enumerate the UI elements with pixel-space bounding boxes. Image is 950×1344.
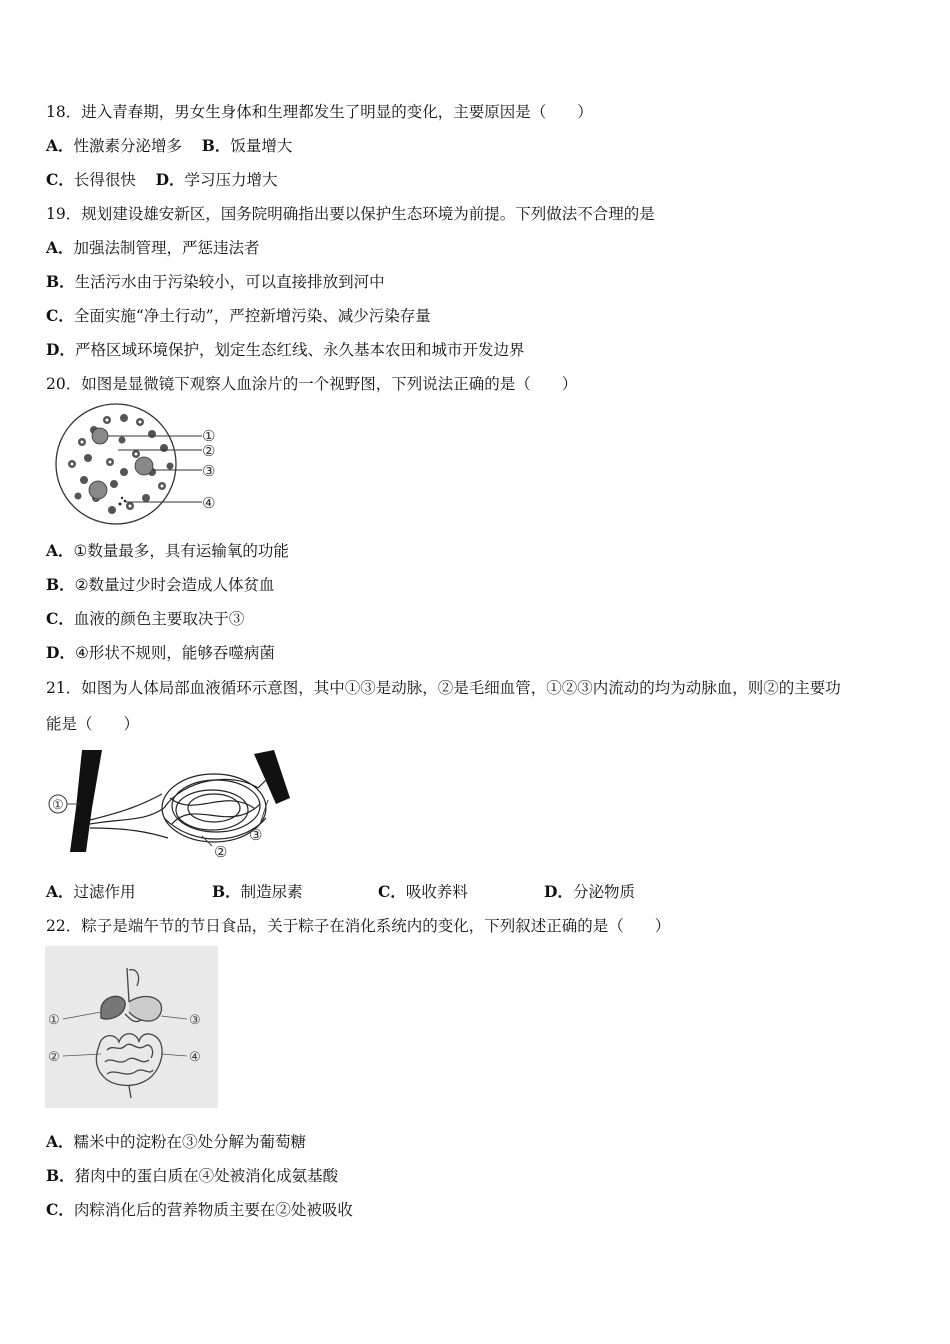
blood-smear-figure [52, 402, 232, 528]
q18-option-a: 性激素分泌增多 [73, 137, 183, 155]
q19-option-a-row [46, 238, 260, 258]
q21-option-c-wrap [378, 882, 544, 902]
label-2: ② [202, 442, 216, 460]
q18-option-d: 学习压力增大 [184, 171, 278, 189]
q19-option-c-row [46, 306, 431, 326]
q19-option-c-letter: C． [46, 306, 74, 325]
q19-option-d: 严格区域环境保护，划定生态红线、永久基本农田和城市开发边界 [74, 341, 525, 359]
q18-option-c: 长得很快 [73, 171, 136, 189]
digestive-system-figure [45, 946, 218, 1108]
q19-option-c: 全面实施“净土行动”，严控新增污染、减少污染存量 [73, 307, 431, 325]
q22-stem: 22．粽子是端午节的节日食品，关于粽子在消化系统内的变化，下列叙述正确的是（ ） [46, 917, 671, 935]
q21-stem-line1: 21．如图为人体局部血液循环示意图，其中①③是动脉，②是毛细血管，①②③内流动的均为动脉血，则②的主要功 [46, 679, 841, 697]
q21-option-b: 制造尿素 [240, 883, 303, 901]
q18-options-row1 [46, 136, 292, 156]
q21-option-d-letter: D． [544, 882, 573, 901]
label-3: ③ [202, 462, 216, 480]
q20-option-d-letter: D． [46, 643, 75, 662]
q20-option-b-row [46, 575, 275, 595]
q21-option-b-letter: B． [212, 882, 241, 901]
q21-option-c-letter: C． [378, 882, 406, 901]
q20-option-b-letter: B． [46, 575, 75, 594]
q19-option-b-letter: B． [46, 272, 75, 291]
q21-option-d: 分泌物质 [572, 883, 635, 901]
q20-stem: 20．如图是显微镜下观察人血涂片的一个视野图，下列说法正确的是（ ） [46, 375, 578, 393]
q18-option-a-letter: A． [46, 136, 74, 155]
q20-option-c: 血液的颜色主要取决于③ [73, 610, 245, 628]
q22-option-c: 肉粽消化后的营养物质主要在②处被吸收 [73, 1201, 353, 1219]
artery-1 [70, 750, 102, 852]
label-4: ④ [189, 1050, 201, 1065]
q20-option-a-row [46, 541, 289, 561]
label-2: ② [214, 843, 228, 861]
q19-option-d-letter: D． [46, 340, 75, 359]
capillary-network [90, 774, 268, 842]
q22-option-b-row [46, 1166, 338, 1186]
q20-option-a-letter: A． [46, 541, 74, 560]
q22-option-a: 糯米中的淀粉在③处分解为葡萄糖 [73, 1133, 307, 1151]
capillary-figure [44, 748, 300, 864]
label-4: ④ [202, 494, 216, 512]
q18-option-b-letter: B． [201, 136, 231, 155]
q18-option-d-letter: D． [155, 170, 185, 189]
q18-options-row2 [46, 170, 278, 190]
label-1: ① [52, 798, 64, 813]
q21-options-row [46, 882, 710, 902]
q21-option-b-wrap [212, 882, 378, 902]
q21-stem-line2: 能是（ ） [46, 715, 140, 733]
q20-option-b: ②数量过少时会造成人体贫血 [74, 576, 275, 594]
q20-option-c-row [46, 609, 244, 629]
q21-option-c: 吸收养料 [405, 883, 468, 901]
q20-option-d-row [46, 643, 275, 663]
q21-option-d-wrap [544, 882, 710, 902]
label-1: ① [202, 427, 216, 445]
q22-option-c-row [46, 1200, 353, 1220]
q21-option-a-wrap [46, 882, 212, 902]
q20-option-c-letter: C． [46, 609, 74, 628]
artery-3 [254, 750, 290, 804]
q19-option-b-row [46, 272, 385, 292]
q19-option-a-letter: A． [46, 238, 74, 257]
q22-option-a-letter: A． [46, 1132, 74, 1151]
q19-option-d-row [46, 340, 524, 360]
q22-option-b: 猪肉中的蛋白质在④处被消化成氨基酸 [74, 1167, 339, 1185]
q22-option-b-letter: B． [46, 1166, 75, 1185]
label-2: ② [48, 1050, 60, 1065]
q21-option-a-letter: A． [46, 882, 74, 901]
q22-option-c-letter: C． [46, 1200, 74, 1219]
q22-option-a-row [46, 1132, 306, 1152]
stomach [129, 997, 161, 1022]
label-3: ③ [189, 1013, 201, 1028]
q19-option-a: 加强法制管理，严惩违法者 [73, 239, 260, 257]
q21-option-a: 过滤作用 [73, 883, 136, 901]
q19-option-b: 生活污水由于污染较小，可以直接排放到河中 [74, 273, 385, 291]
q20-option-d: ④形状不规则，能够吞噬病菌 [74, 644, 275, 662]
q19-stem: 19．规划建设雄安新区，国务院明确指出要以保护生态环境为前提。下列做法不合理的是 [46, 205, 655, 223]
label-3: ③ [249, 826, 263, 844]
q20-option-a: ①数量最多，具有运输氧的功能 [73, 542, 289, 560]
q18-stem: 18．进入青春期，男女生身体和生理都发生了明显的变化，主要原因是（ ） [46, 103, 593, 121]
label-1: ① [48, 1013, 60, 1028]
q18-option-c-letter: C． [46, 170, 74, 189]
q18-option-b: 饭量增大 [230, 137, 293, 155]
